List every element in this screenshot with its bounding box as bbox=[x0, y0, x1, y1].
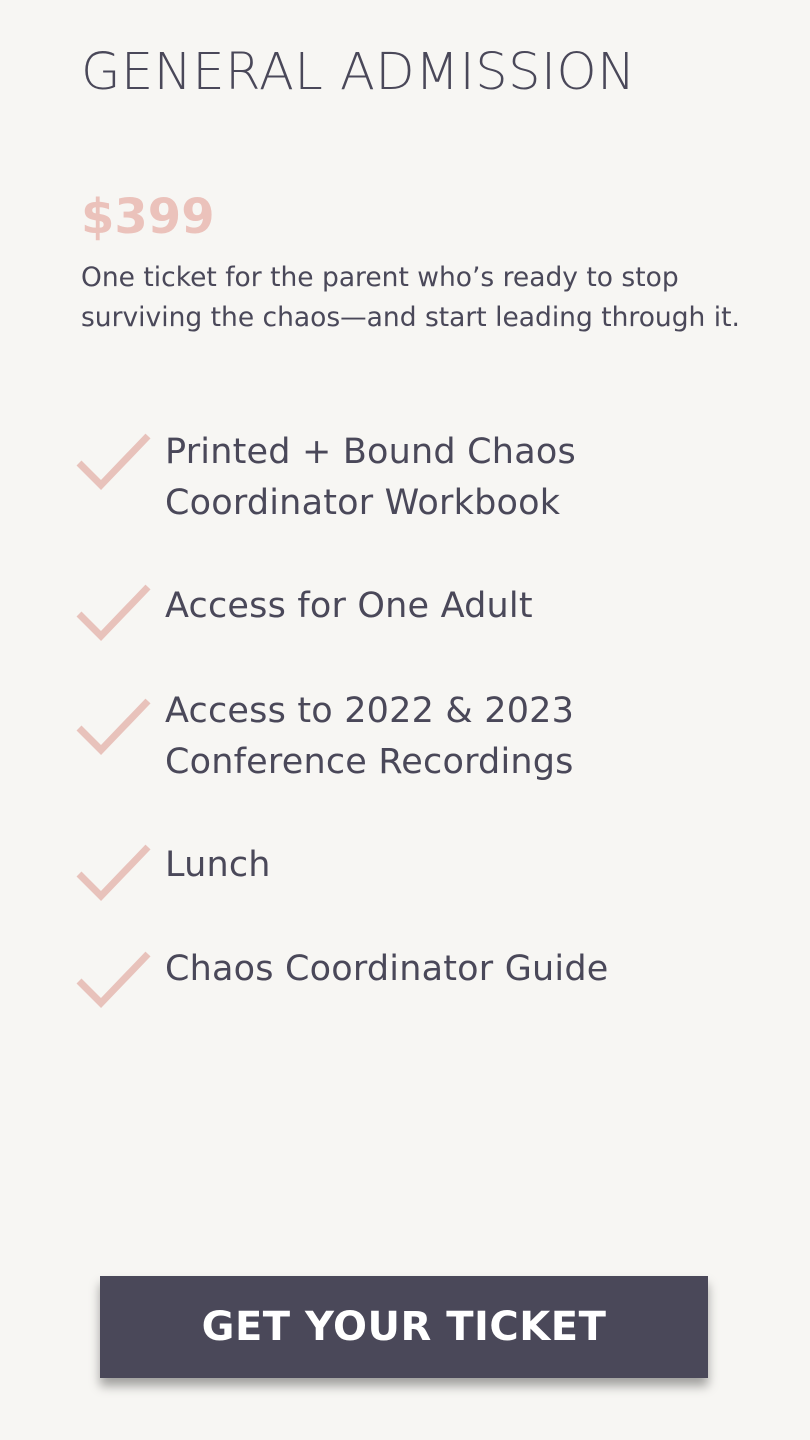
feature-label: Access for One Adult bbox=[165, 586, 533, 626]
get-ticket-button[interactable] bbox=[100, 1276, 708, 1378]
feature-label: Lunch bbox=[165, 845, 271, 885]
plan-price: $399 bbox=[81, 189, 215, 245]
plan-description: One ticket for the parent who’s ready to stop surviving the chaos—and start leading through it. bbox=[81, 262, 740, 333]
get-ticket-button-label: GET YOUR TICKET bbox=[201, 1304, 607, 1350]
check-icon bbox=[76, 584, 152, 642]
feature-label: Printed + Bound Chaos Coordinator Workbook bbox=[165, 432, 576, 523]
check-icon bbox=[76, 951, 152, 1009]
check-icon bbox=[76, 433, 152, 491]
feature-label: Chaos Coordinator Guide bbox=[165, 949, 609, 989]
feature-label: Access to 2022 & 2023 Conference Recordings bbox=[165, 691, 575, 782]
check-icon bbox=[76, 698, 152, 756]
plan-title: GENERAL ADMISSION bbox=[81, 43, 636, 102]
check-icon bbox=[76, 844, 152, 902]
